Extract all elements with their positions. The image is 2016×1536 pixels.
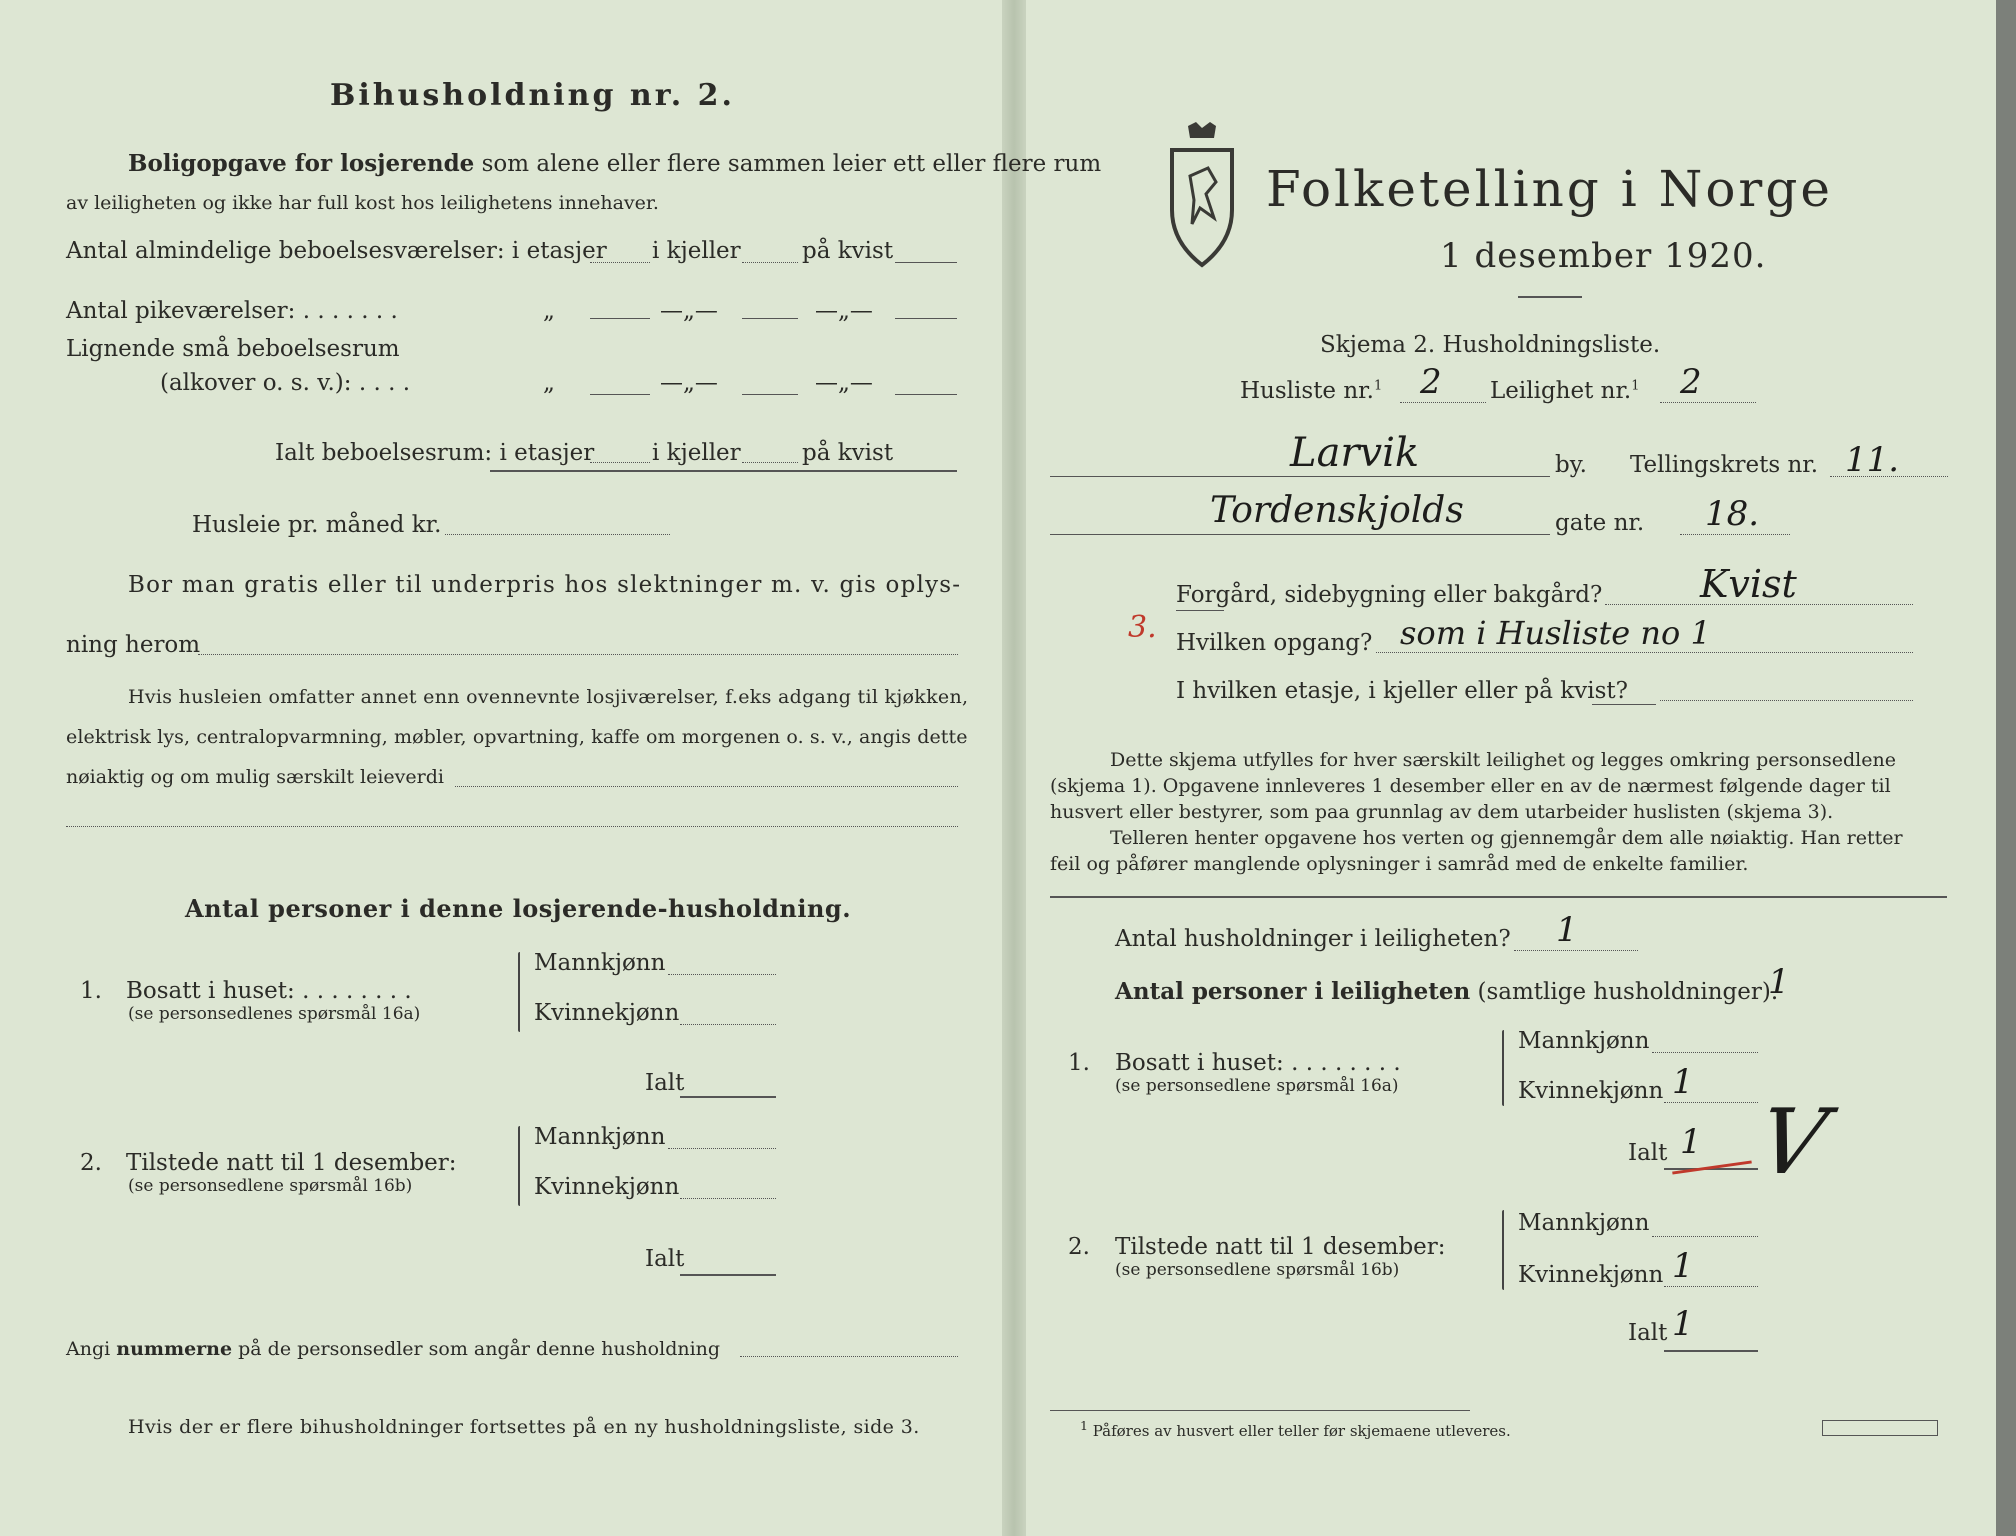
lignende-label-2: (alkover o. s. v.): . . . . [160, 370, 411, 396]
pike-label: Antal pikeværelser: . . . . . . . [66, 298, 398, 324]
left-q1-note: (se personsedlenes spørsmål 16a) [128, 1004, 421, 1024]
rooms-kvist-field[interactable] [895, 262, 957, 263]
lignende-label-1: Lignende små beboelsesrum [66, 336, 400, 362]
footnote [1080, 1418, 1511, 1440]
ialt-etasjer-field[interactable] [590, 462, 650, 463]
ialt-rooms-underline [490, 470, 957, 472]
by-field[interactable] [1050, 476, 1550, 477]
personer-bold: Antal personer i leiligheten [1115, 978, 1471, 1005]
opgang-label: Hvilken opgang? [1176, 630, 1373, 656]
ialt-kvist-label: på kvist [802, 440, 894, 466]
ialt-kjeller-label: i kjeller [652, 440, 741, 466]
leieverdi-field[interactable] [455, 786, 958, 787]
hvis-line-2: elektrisk lys, centralopvarmning, møbler, opvartning, kaffe om morgenen o. s. v., angis dette [66, 726, 968, 748]
hvis-line-1: Hvis husleien omfatter annet enn ovennevnte losjiværelser, f.eks adgang til kjøkken, [128, 686, 969, 708]
personer-value: 1 [1768, 962, 1790, 1002]
footnote-num: 1 [1080, 1418, 1088, 1433]
gate-nr-field[interactable] [1680, 534, 1790, 535]
forgaard-value: Kvist [1700, 562, 1797, 606]
left-q2-brace [518, 1126, 520, 1206]
etasje-label: I hvilken etasje, i kjeller eller på kvist? [1176, 678, 1628, 704]
angi-line [66, 1338, 720, 1360]
angi-post: på de personsedler som angår denne husholdning [238, 1338, 721, 1360]
right-q2-num: 2. [1068, 1234, 1090, 1260]
left-footer: Hvis der er flere bihusholdninger fortsettes på en ny husholdningsliste, side 3. [128, 1416, 920, 1438]
coat-of-arms-icon [1162, 120, 1242, 270]
right-q1-ialt-value: 1 [1680, 1122, 1702, 1162]
right-date: 1 desember 1920. [1440, 236, 1767, 276]
lignende-ditto-3: —„— [815, 370, 873, 396]
page-fold [1002, 0, 1026, 1536]
right-q1-note: (se personsedlene spørsmål 16a) [1115, 1076, 1399, 1096]
right-q2-ialt-value: 1 [1672, 1304, 1694, 1344]
pike-ditto-3: —„— [815, 298, 873, 324]
forgaard-field[interactable] [1605, 604, 1913, 605]
gratis-line-1: Bor man gratis eller til underpris hos slektninger m. v. gis oplys- [128, 572, 962, 598]
by-value: Larvik [1290, 430, 1420, 476]
left-q2-note: (se personsedlene spørsmål 16b) [128, 1176, 413, 1196]
rooms-kjeller-label: i kjeller [652, 238, 741, 264]
husleie-label: Husleie pr. måned kr. [192, 512, 442, 538]
info-line-3: husvert eller bestyrer, som paa grunnlag av dem utarbeider huslisten (skjema 3). [1050, 801, 1834, 823]
info-line-4: Telleren henter opgavene hos verten og gjennemgår dem alle nøiaktig. Han retter [1110, 827, 1903, 849]
personer-rest: (samtlige husholdninger). [1477, 979, 1779, 1005]
lignende-kjeller-field[interactable] [742, 394, 798, 395]
right-q2-ialt-field[interactable] [1664, 1350, 1758, 1352]
krets-label: Tellingskrets nr. [1630, 452, 1819, 478]
by-label: by. [1555, 452, 1587, 478]
leilighet-sup: 1 [1631, 378, 1640, 394]
footnote-rule [1050, 1410, 1470, 1411]
left-q1-kvinne-label: Kvinnekjønn [534, 1000, 680, 1026]
right-q1-mann-field[interactable] [1652, 1052, 1758, 1053]
pike-ditto-2: —„— [660, 298, 718, 324]
right-q2-kvinne-label: Kvinnekjønn [1518, 1262, 1664, 1288]
rooms-kvist-label: på kvist [802, 238, 894, 264]
check-mark: V [1750, 1090, 1835, 1195]
personer-line [1115, 978, 1778, 1005]
intro-line-1 [128, 150, 1101, 177]
right-q1-kvinne-label: Kvinnekjønn [1518, 1078, 1664, 1104]
rooms-etasjer-field[interactable] [590, 262, 650, 263]
leilighet-label [1490, 378, 1640, 404]
right-q1-kvinne-field[interactable] [1664, 1102, 1758, 1103]
info-divider [1050, 896, 1947, 898]
left-q2-kvinne-label: Kvinnekjønn [534, 1174, 680, 1200]
left-q1-kvinne-field[interactable] [680, 1024, 776, 1025]
info-line-1: Dette skjema utfylles for hver særskilt leilighet og legges omkring personsedlene [1110, 749, 1896, 771]
hvis-line-3: nøiaktig og om mulig særskilt leieverdi [66, 766, 444, 788]
left-title: Bihusholdning nr. 2. [330, 78, 735, 113]
leilighet-field[interactable] [1660, 402, 1756, 403]
right-q1-ialt-label: Ialt [1628, 1140, 1668, 1166]
left-q1-brace [518, 952, 520, 1032]
right-q2-mann-label: Mannkjønn [1518, 1210, 1650, 1236]
printer-stamp [1822, 1420, 1938, 1436]
forgaard-underline [1176, 610, 1224, 611]
husliste-text: Husliste nr. [1240, 378, 1374, 404]
lignende-kvist-field[interactable] [895, 394, 957, 395]
intro-line-2: av leiligheten og ikke har full kost hos leilighetens innehaver. [66, 192, 659, 214]
left-q2-mann-label: Mannkjønn [534, 1124, 666, 1150]
angi-field[interactable] [740, 1356, 958, 1357]
ialt-kjeller-field[interactable] [742, 462, 798, 463]
lignende-ditto-1: „ [543, 370, 555, 396]
husliste-label [1240, 378, 1382, 404]
left-q1-ialt-field[interactable] [680, 1096, 776, 1098]
right-q2-label: Tilstede natt til 1 desember: [1115, 1234, 1446, 1260]
krets-field[interactable] [1830, 476, 1948, 477]
husholdninger-label: Antal husholdninger i leiligheten? [1115, 926, 1511, 952]
right-q1-kvinne-value: 1 [1672, 1062, 1694, 1102]
krets-value: 11. [1845, 440, 1900, 480]
opgang-value: som i Husliste no 1 [1400, 614, 1711, 652]
left-q1-mann-field[interactable] [668, 974, 776, 975]
intro-bold: Boligopgave for losjerende [128, 150, 475, 177]
left-q2-num: 2. [80, 1150, 102, 1176]
info-line-2: (skjema 1). Opgavene innleveres 1 desember eller en av de nærmest følgende dager til [1050, 775, 1891, 797]
right-q2-ialt-label: Ialt [1628, 1320, 1668, 1346]
left-q1-ialt-label: Ialt [645, 1070, 685, 1096]
husholdninger-field[interactable] [1514, 950, 1638, 951]
gratis-field[interactable] [198, 654, 958, 655]
rooms-label: Antal almindelige beboelsesværelser: i etasjer [66, 238, 607, 264]
pike-ditto-1: „ [543, 298, 555, 324]
footnote-text: Påføres av husvert eller teller før skjemaene utleveres. [1092, 1422, 1511, 1440]
pike-kjeller-field[interactable] [742, 318, 798, 319]
left-q2-mann-field[interactable] [668, 1148, 776, 1149]
right-q1-num: 1. [1068, 1050, 1090, 1076]
margin-mark: 3. [1128, 610, 1157, 645]
angi-bold: nummerne [116, 1338, 233, 1360]
left-q2-ialt-label: Ialt [645, 1246, 685, 1272]
left-q1-label: Bosatt i huset: . . . . . . . . [126, 978, 412, 1004]
right-q2-kvinne-field[interactable] [1664, 1286, 1758, 1287]
husleie-field[interactable] [445, 534, 670, 535]
lignende-ditto-2: —„— [660, 370, 718, 396]
pike-kvist-field[interactable] [895, 318, 957, 319]
gate-nr-value: 18. [1705, 494, 1760, 534]
leieverdi-field-2[interactable] [66, 826, 958, 827]
pike-etasjer-field[interactable] [590, 318, 650, 319]
left-q1-num: 1. [80, 978, 102, 1004]
right-title: Folketelling i Norge [1266, 160, 1833, 218]
left-q2-ialt-field[interactable] [680, 1274, 776, 1276]
gate-label: gate nr. [1555, 510, 1645, 536]
kvist-underline [1592, 704, 1656, 705]
leilighet-value: 2 [1680, 362, 1702, 402]
leilighet-text: Leilighet nr. [1490, 378, 1632, 404]
lignende-etasjer-field[interactable] [590, 394, 650, 395]
rooms-kjeller-field[interactable] [742, 262, 798, 263]
husliste-value: 2 [1420, 362, 1442, 402]
right-q1-label: Bosatt i huset: . . . . . . . . [1115, 1050, 1401, 1076]
date-rule [1518, 296, 1582, 298]
right-q2-brace [1502, 1210, 1504, 1290]
gate-field[interactable] [1050, 534, 1550, 535]
skjema-line: Skjema 2. Husholdningsliste. [1320, 332, 1661, 358]
left-q2-label: Tilstede natt til 1 desember: [126, 1150, 457, 1176]
husliste-field[interactable] [1400, 402, 1486, 403]
sheet-edge [1996, 0, 2016, 1536]
antal-heading: Antal personer i denne losjerende-husholdning. [185, 894, 852, 923]
forgaard-label: Forgård, sidebygning eller bakgård? [1176, 582, 1603, 608]
right-q1-mann-label: Mannkjønn [1518, 1028, 1650, 1054]
gate-value: Tordenskjolds [1210, 490, 1464, 531]
etasje-field[interactable] [1660, 700, 1913, 701]
right-q2-mann-field[interactable] [1652, 1236, 1758, 1237]
opgang-field[interactable] [1376, 652, 1913, 653]
right-q2-kvinne-value: 1 [1672, 1246, 1694, 1286]
husholdninger-value: 1 [1556, 910, 1578, 950]
angi-pre: Angi [66, 1338, 111, 1360]
left-q2-kvinne-field[interactable] [680, 1198, 776, 1199]
gratis-line-2: ning herom [66, 632, 201, 658]
intro-rest: som alene eller flere sammen leier ett eller flere rum [481, 151, 1102, 177]
info-line-5: feil og påfører manglende oplysninger i samråd med de enkelte familier. [1050, 853, 1749, 875]
right-q2-note: (se personsedlene spørsmål 16b) [1115, 1260, 1400, 1280]
left-q1-mann-label: Mannkjønn [534, 950, 666, 976]
right-q1-brace [1502, 1030, 1504, 1106]
ialt-rooms-label: Ialt beboelsesrum: i etasjer [275, 440, 595, 466]
husliste-sup: 1 [1373, 378, 1383, 394]
